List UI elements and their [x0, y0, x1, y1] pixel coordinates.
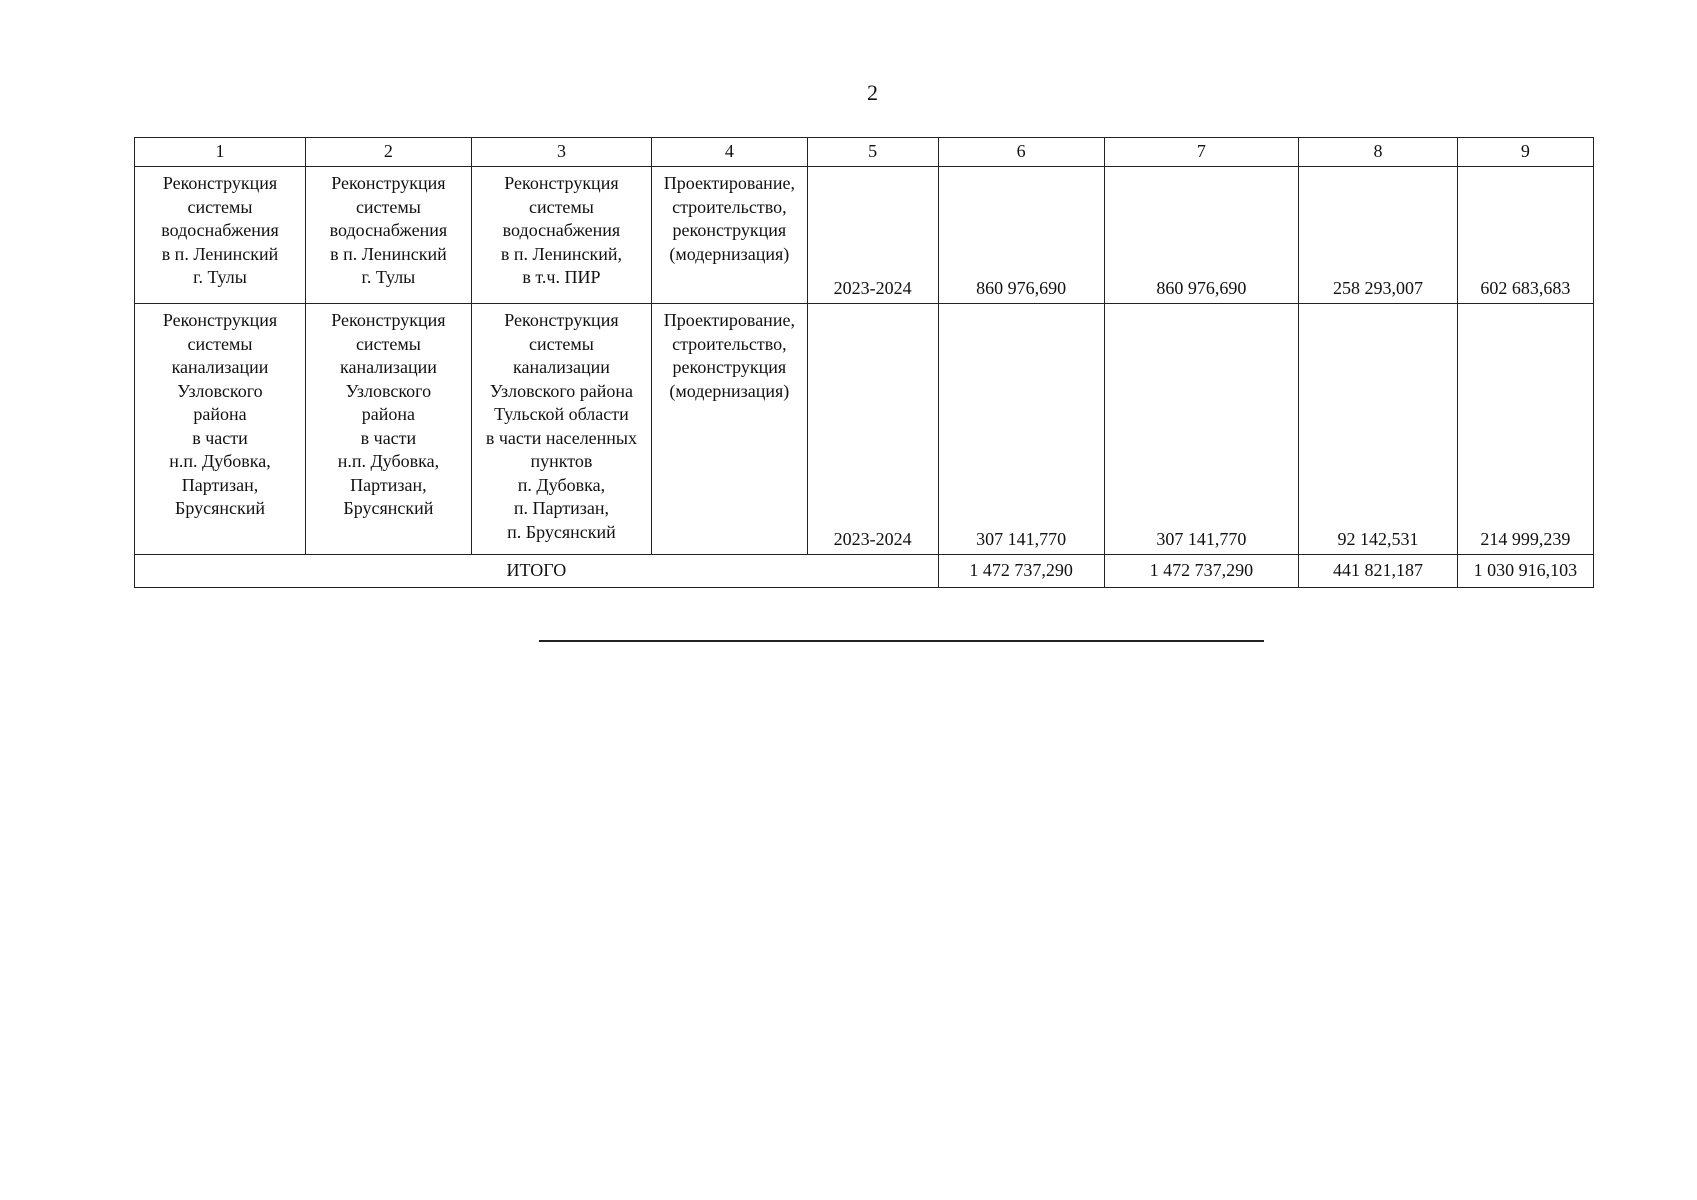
total-row — [135, 555, 1594, 588]
amount-cell: 92 142,531 — [1299, 304, 1458, 555]
object-name-cell: Реконструкция системы водоснабжения в п. Ленинский г. Тулы — [305, 167, 471, 304]
total-amount-cell: 1 030 916,103 — [1457, 555, 1593, 588]
amount-cell: 307 141,770 — [938, 304, 1104, 555]
amount-cell: 214 999,239 — [1457, 304, 1593, 555]
column-number: 8 — [1299, 138, 1458, 167]
period-cell: 2023-2024 — [807, 304, 938, 555]
end-of-document-rule — [539, 640, 1264, 642]
total-amount-cell: 441 821,187 — [1299, 555, 1458, 588]
total-amount-cell: 1 472 737,290 — [1104, 555, 1299, 588]
amount-cell: 860 976,690 — [1104, 167, 1299, 304]
period-cell: 2023-2024 — [807, 167, 938, 304]
activity-type-cell: Проектирование, строительство, реконструкция (модернизация) — [652, 304, 808, 555]
column-number: 2 — [305, 138, 471, 167]
column-number: 3 — [471, 138, 651, 167]
object-name-cell: Реконструкция системы канализации Узловского района в части н.п. Дубовка, Партизан, Брусянский — [305, 304, 471, 555]
amount-cell: 307 141,770 — [1104, 304, 1299, 555]
column-number: 1 — [135, 138, 306, 167]
object-name-cell: Реконструкция системы канализации Узловского района в части н.п. Дубовка, Партизан, Брусянский — [135, 304, 306, 555]
total-label: ИТОГО — [135, 555, 939, 588]
table-row — [135, 167, 1594, 304]
column-number: 4 — [652, 138, 808, 167]
amount-cell: 860 976,690 — [938, 167, 1104, 304]
amount-cell: 602 683,683 — [1457, 167, 1593, 304]
table-row — [135, 304, 1594, 555]
amount-cell: 258 293,007 — [1299, 167, 1458, 304]
activity-type-cell: Проектирование, строительство, реконструкция (модернизация) — [652, 167, 808, 304]
investment-program-table — [134, 137, 1594, 588]
column-number: 5 — [807, 138, 938, 167]
activity-name-cell: Реконструкция системы канализации Узловского района Тульской области в части населенных пунктов п. Дубовка, п. Партизан, п. Брусянский — [471, 304, 651, 555]
column-number: 7 — [1104, 138, 1299, 167]
activity-name-cell: Реконструкция системы водоснабжения в п. Ленинский, в т.ч. ПИР — [471, 167, 651, 304]
column-number: 9 — [1457, 138, 1593, 167]
column-number: 6 — [938, 138, 1104, 167]
page-number: 2 — [867, 80, 878, 105]
object-name-cell: Реконструкция системы водоснабжения в п. Ленинский г. Тулы — [135, 167, 306, 304]
total-amount-cell: 1 472 737,290 — [938, 555, 1104, 588]
column-number-row — [135, 138, 1594, 167]
